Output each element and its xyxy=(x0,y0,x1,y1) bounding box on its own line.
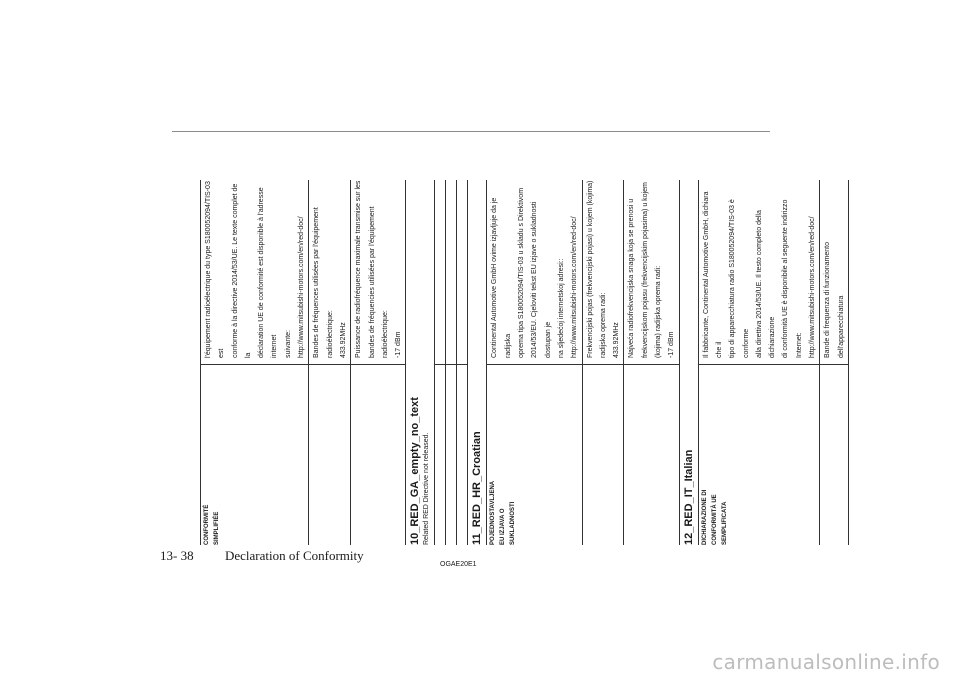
hr-bands-line: radijska oprema radi: xyxy=(599,292,607,358)
fr-frequency: 433.92MHz xyxy=(339,322,347,358)
hr-bands-cell xyxy=(583,180,624,365)
it-bands-row xyxy=(819,180,849,545)
hr-bands-line: Frekvencijski pojas (frekvencijski pojasi) u kojem (kojima) xyxy=(586,180,594,358)
hr-declaration-row xyxy=(486,180,581,545)
hr-declaration-line: na sljedećoj internetskoj adresi:: xyxy=(557,258,565,358)
ga-empty-row xyxy=(434,180,445,545)
fr-power-line: Puissance de radiofréquence maximale transmise sur les xyxy=(355,180,363,358)
rotated-page-content xyxy=(200,180,845,545)
hr-power-row xyxy=(623,180,678,545)
fr-bands-row xyxy=(308,180,350,545)
fr-bands-line: radioélectrique: xyxy=(326,310,334,358)
hr-power-cell xyxy=(624,180,678,365)
it-section-title: 12_RED_IT_Italian xyxy=(682,449,695,545)
fr-declaration-line: conforme à la directive 2014/53/UE. Le texte complet de la xyxy=(231,183,252,358)
fr-declaration-cell xyxy=(201,180,308,365)
hr-declaration-cell xyxy=(487,180,581,365)
it-declaration-line: di conformità UE è disponibile al seguente indirizzo Internet: xyxy=(782,199,803,358)
hr-declaration-line: Continental Automotive GmbH ovime izjavljuje da je radijska xyxy=(491,197,512,358)
chapter-title: Declaration of Conformity xyxy=(225,548,364,563)
it-declaration-row xyxy=(698,180,820,545)
fr-power-line: bandes de fréquencies utilisées par l'équipement xyxy=(368,206,376,358)
it-title-row xyxy=(679,180,698,545)
it-header-line: SEMPLIFICATA xyxy=(721,501,728,545)
document-code: OGAE20E1 xyxy=(440,561,477,568)
it-declaration-line: alla direttiva 2014/53/UE. Il testo completo della dichiarazione xyxy=(755,210,777,358)
it-header-line: CONFORMITÀ UE xyxy=(711,494,718,545)
it-bands-cell xyxy=(820,180,848,365)
hr-power-line: frekvencijskom pojasu (frekvencijskim pojasima) u kojem xyxy=(641,182,649,358)
hr-section-title: 11_RED_HR_Croatian xyxy=(471,431,484,545)
ga-empty-row xyxy=(445,180,456,545)
hr-header-line: EU IZJAVA O xyxy=(500,508,507,545)
it-declaration-line: tipo di apparecchiatura radio S180052094/TIS-03 è conforme xyxy=(729,199,750,358)
fr-power-row xyxy=(350,180,405,545)
hr-bands-row xyxy=(582,180,624,545)
hr-title-row xyxy=(467,180,486,545)
fr-header-line: SIMPLIFIÉE xyxy=(214,511,220,545)
hr-header-line: SUKLADNOSTI xyxy=(510,501,517,545)
it-declaration-line: Il fabbricante, Continental Automotive GmbH, dichiara che il xyxy=(702,191,723,358)
it-header-cell xyxy=(699,365,820,545)
fr-declaration-line: suivante: xyxy=(284,329,292,358)
watermark: carmanualsonline.info xyxy=(712,650,940,674)
page-number: 13- 38 xyxy=(160,548,194,563)
it-bands-line: Bande di frequenza di funzionamento dell'apparecchiatura xyxy=(824,242,845,358)
hr-header-cell xyxy=(487,365,581,545)
ga-empty-row xyxy=(456,180,467,545)
hr-frequency: 433.92MHz xyxy=(613,322,621,358)
top-rule xyxy=(172,131,770,132)
fr-header-line: CONFORMITÉ xyxy=(204,504,210,545)
fr-bands-line: Bandes de fréquences utilisées par l'équipement xyxy=(313,207,321,358)
hr-declaration-line: oprema tipa S180052094/TIS-03 u skladu s Direktivom xyxy=(518,187,526,358)
fr-url: http://www.mitsubishi-motors.com/en/red-doc/ xyxy=(298,216,306,358)
it-url: http://www.mitsubishi-motors.com/en/red-doc/ xyxy=(808,216,816,358)
fr-header-cell xyxy=(201,365,308,545)
it-header-line: DICHIARAZIONE DI xyxy=(701,489,708,545)
fr-declaration-line: l'équipement radioélectrique du type S180052094/TIS-03 est xyxy=(205,181,226,358)
hr-power-line: Najveća radiofrekvencijska snaga koja se prenosi u xyxy=(628,198,636,358)
fr-power-cell xyxy=(351,180,405,365)
hr-url: http://www.mitsubishi-motors.com/en/red-doc/ xyxy=(571,216,579,358)
fr-power-line: radioélectrique: xyxy=(381,310,389,358)
hr-power-line: (kojima) radijska oprema radi: xyxy=(655,265,663,358)
hr-declaration-line: 2014/53/EU. Cjeloviti tekst EU izjave o sukladnosti dostupan je xyxy=(531,201,552,358)
hr-header-line: POJEDNOSTAVLJENA xyxy=(490,480,497,545)
fr-declaration-line: déclaration UE de conformité est disponible à l'adresse internet xyxy=(258,187,279,358)
fr-power-value: -17 dBm xyxy=(395,331,403,358)
fr-declaration-row xyxy=(200,180,308,545)
it-declaration-cell xyxy=(699,180,820,365)
ga-title-row xyxy=(405,180,434,545)
hr-power-value: -17 dBm xyxy=(668,331,676,358)
ga-note: Related RED Directive not released. xyxy=(423,432,431,545)
ga-section-title: 10_RED_GA_empty_no_text xyxy=(409,397,422,545)
fr-bands-cell xyxy=(309,180,350,365)
